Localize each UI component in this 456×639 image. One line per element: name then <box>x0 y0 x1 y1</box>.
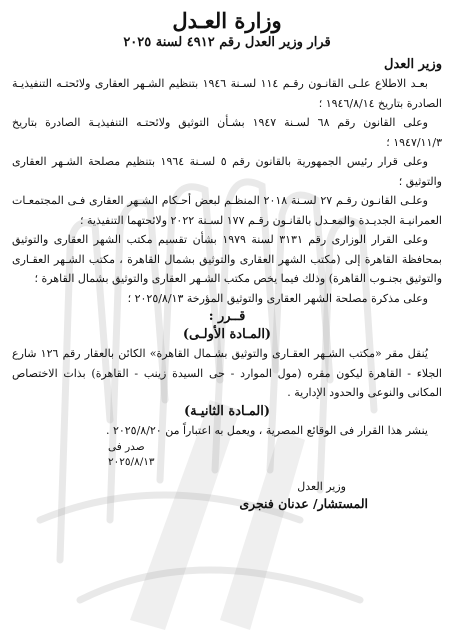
preamble-paragraph: وعلى قرار رئيس الجمهورية بالقانون رقم ٥ لسـنة ١٩٦٤ بتنظيم مصلحة الشـهر العقارى والتوثيق ؛ <box>12 155 442 188</box>
preamble-paragraph: وعلى القانون رقم ٦٨ لسـنة ١٩٤٧ بشـأن التوثيق ولائحتـه التنفيذيـة الصادرة بتاريخ ١٩٤٧/١١/٣ ؛ <box>12 116 442 149</box>
preamble-paragraph: وعلى القرار الوزارى رقم ٣١٣١ لسنة ١٩٧٩ بشأن تقسيم مكتب الشهر العقارى والتوثيق بمحافظة القاهرة إلى (مكتب الشهر العقارى والتوثيق بشمال القاهرة ، مكتب الشـهر العقـارى والتوثيق بجنـوب القاهرة) وذلك فيما يخص مكتب الشـهر العقارى والتوثيق بشمال القاهرة ؛ <box>12 233 442 285</box>
article-1-title: (المـادة الأولـى) <box>182 327 272 342</box>
ministry-name: وزارة العـدل <box>172 8 282 33</box>
signatory-role: وزير العدل <box>297 480 346 493</box>
issued-block <box>12 440 442 470</box>
signatory-name: المستشار/ عدنان فنجرى <box>239 496 368 511</box>
article-2-text: ينشر هذا القرار فى الوقائع المصرية ، ويعمل به اعتباراً من ٢٠٢٥/٨/٢٠ . <box>105 423 428 437</box>
preamble-paragraph: وعلـى القانـون رقـم ٢٧ لسـنة ٢٠١٨ المنظـم لبعض أحـكام الشـهر العقارى فـى المجتمعـات العمرانيـة الجديـدة والمعـدل بالقانـون رقـم ١٧٧ لسـنة ٢٠٢٢ ولائحتهما التنفيذية ؛ <box>12 194 442 227</box>
decree-content <box>12 8 442 513</box>
preamble-paragraph: وعلى مذكرة مصلحة الشهر العقارى والتوثيق المؤرخة ٢٠٢٥/٨/١٣ ؛ <box>127 291 428 305</box>
preamble-paragraph: بعـد الاطلاع علـى القانـون رقـم ١١٤ لسـنة ١٩٤٦ بتنظيم الشـهر العقارى ولائحتـه التنفيذيـة الصادرة بتاريخ ١٩٤٦/٨/١٤ ؛ <box>12 77 442 110</box>
decided-heading: قــرر : <box>208 309 246 324</box>
minister-heading: وزير العدل <box>384 57 442 72</box>
decree-title: قرار وزير العدل رقم ٤٩١٢ لسنة ٢٠٢٥ <box>123 35 331 50</box>
issued-date: ٢٠٢٥/٨/١٣ <box>108 456 155 468</box>
issued-label: صدر فى <box>108 441 145 453</box>
article-2-title: (المـادة الثانيـة) <box>183 403 271 419</box>
article-1-text: يُنقل مقر «مكتب الشـهر العقـارى والتوثيق بشـمال القاهرة» الكائن بالعقار رقم ١٢٦ شارع الجلاء - القاهرة ليكون مقره (مول الموارد - حى السيدة زينب - القاهرة) بذات الاختصاص المكانى والنوعى والحدود الإدارية . <box>12 347 442 399</box>
